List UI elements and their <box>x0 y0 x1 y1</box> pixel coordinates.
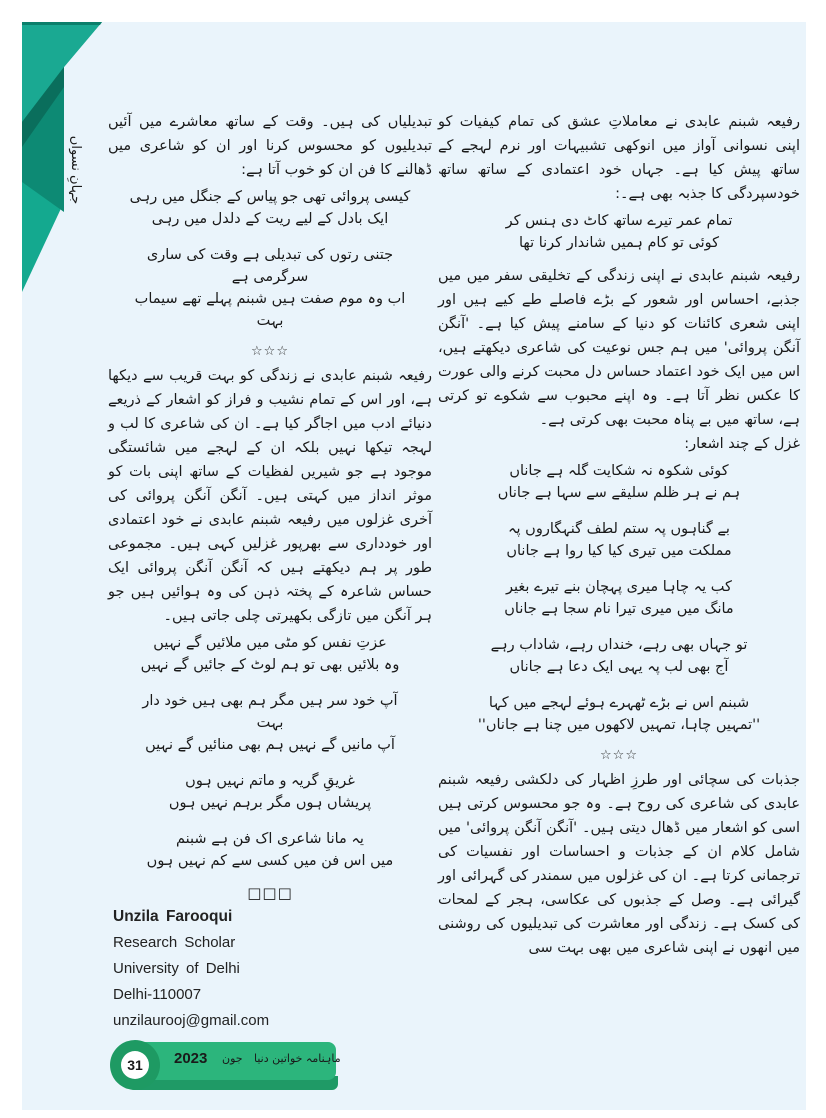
ghazal-couplet <box>128 632 412 676</box>
verse-line: پریشاں ہوں مگر برہم نہیں ہوں <box>168 795 372 811</box>
section-divider-stars: ☆☆☆ <box>251 344 289 359</box>
verse-line: کیسی پروائی تھی جو پیاس کے جنگل میں رہی <box>129 189 411 205</box>
left-paragraph-1: تبدیلیاں کی ہیں۔ وقت کے ساتھ معاشرے میں آئیں تبدیلیوں کو محسوس کرنا اور ان کو شاعری میں ڈھالنے کا فن ان کو خوب آتا ہے: <box>108 114 432 178</box>
verse-line: تمام عمر تیرے ساتھ کاٹ دی ہنس کر <box>505 213 733 229</box>
ghazal-couplet <box>458 518 780 562</box>
verse-line: کوئی تو کام ہمیں شاندار کرنا تھا <box>518 235 720 251</box>
verse-line: شبنم اس نے بڑے ٹھہرے ہوئے لہجے میں کہا <box>488 695 750 711</box>
columns <box>22 22 806 1110</box>
author-institution: University of Delhi <box>113 960 240 977</box>
page-number: 31 <box>121 1051 149 1079</box>
issue-year: 2023 <box>174 1050 208 1067</box>
verse-line: مملکت میں تیری کیا کیا روا ہے جاناں <box>506 543 732 559</box>
verse-line: عزتِ نفس کو مٹی میں ملائیں گے نہیں <box>153 635 387 651</box>
left-verse-1 <box>128 186 412 230</box>
left-verse-2 <box>128 244 412 332</box>
verse-line: تو جہاں بھی رہے، خنداں رہے، شاداب رہے <box>490 637 748 653</box>
verse-line: میں اس فن میں کسی سے کم نہیں ہوں <box>146 853 394 869</box>
verse-line: آپ خود سر ہیں مگر ہم بھی ہیں خود دار بہت <box>142 693 398 731</box>
right-verse-1 <box>458 210 780 254</box>
section-divider-stars: ☆☆☆ <box>600 748 638 763</box>
verse-line: غریقِ گریہ و ماتم نہیں ہوں <box>185 773 355 789</box>
verse-line: جتنی رتوں کی تبدیلی ہے وقت کی ساری سرگرمی ہے <box>146 247 394 285</box>
right-column <box>438 110 800 1092</box>
right-paragraph-2: رفیعہ شبنم عابدی نے اپنی زندگی کے تخلیقی سفر میں میں جذبے، احساس اور شعور کے بڑے فاصلے طے کیے ہیں اور اپنی شعری کائنات کو دنیا کے سامنے پیش کیا ہے۔ 'آنگن آنگن پروائی' میں ہم جس نوعیت کی شاعری دیکھتے ہیں، اس میں ایک خود اعتماد حساس دل محبت کرنے والی عورت کا عکس نظر آتا ہے۔ وہ اپنے محبوب سے شکوے تو کرتی ہے، ساتھ میں بے پناہ محبت بھی کرتی ہے۔ <box>438 268 800 428</box>
verse-line: اب وہ موم صفت ہیں شبنم پہلے تھے سیماب بہت <box>134 291 406 329</box>
verse-line: مانگ میں میری تیرا نام سجا ہے جاناں <box>504 601 734 617</box>
magazine-name: ماہنامہ خواتین دنیا <box>254 1052 341 1065</box>
ghazal-couplet <box>458 692 780 736</box>
author-email[interactable]: unzilaurooj@gmail.com <box>113 1012 270 1029</box>
left-paragraph-2: رفیعہ شبنم عابدی نے زندگی کو بہت قریب سے دیکھا ہے، اور اس کے تمام نشیب و فراز کو اشعار کے ذریعے دنیائے ادب میں اجاگر کیا ہے۔ ان کی شاعری کا لب و لہجہ تیکھا نہیں بلکہ ان کے لہجے میں شائستگی موجود ہے جو شیریں لفظیات کے ساتھ اپنی بات کو موثر انداز میں کہتی ہیں۔ آنگن آنگن پروائی کی آخری غزلوں میں رفیعہ شبنم عابدی نے خود اعتمادی اور خودداری سے بھرپور غزلیں کہی ہیں۔ مجموعی طور پر ہم دیکھتے ہیں کہ آنگن آنگن پروائی ایک حساس شاعرہ کے پختہ ذہن کی وہ ہوائیں ہیں جو ہر آنگن میں تازگی بکھیرتی چلی جاتی ہیں۔ <box>108 368 432 624</box>
right-paragraph-3: جذبات کی سچائی اور طرزِ اظہار کی دلکشی رفیعہ شبنم عابدی کی شاعری کی روح ہے۔ وہ جو محسوس کرتی ہیں اسی کو اشعار میں ڈھال دیتی ہیں۔ 'آنگن آنگن پروائی' میں شامل کلام ان کے جذبات و احساسات اور نفسیات کی ترجمانی کرتا ہے۔ ان کی غزلوں میں سمندر کی گہرائی اور گیرائی ہے۔ وصل کے جذبوں کی عکاسی، ہجر کے لمحات کی کسک ہے۔ زندگی اور معاشرت کی تبدیلیوں کی روشنی میں انھوں نے اپنی شاعری میں بھی بہت سی <box>438 772 800 956</box>
ghazal-couplet <box>458 634 780 678</box>
verse-line: کب یہ چاہا میری پہچان بنے تیرے بغیر <box>506 579 732 595</box>
author-address: Delhi-110007 <box>113 986 202 1003</box>
author-name: Unzila Farooqui <box>113 908 233 925</box>
page-number-badge <box>110 1040 160 1090</box>
left-column <box>108 110 432 1092</box>
verse-line: آپ مانیں گے نہیں ہم بھی منائیں گے نہیں <box>145 737 395 753</box>
verse-line: کوئی شکوہ نہ شکایت گلہ ہے جاناں <box>509 463 729 479</box>
verse-line: بے گناہوں پہ ستم لطف گنہگاروں پہ <box>508 521 730 537</box>
page-footer <box>108 1040 340 1092</box>
ghazal-couplet <box>128 828 412 872</box>
verse-line: یہ مانا شاعری اک فن ہے شبنم <box>176 831 364 847</box>
end-mark: □□□ <box>247 884 293 902</box>
right-paragraph-1: رفیعہ شبنم عابدی نے معاملاتِ عشق کی تمام کیفیات کو اپنی نسوانی آواز میں انوکھی تشبیہات اور نرم لہجے کے ساتھ پیش کیا ہے۔ جہاں خود اعتمادی کے ساتھ ساتھ خودسپردگی کا جذبہ بھی ہے۔: <box>438 114 800 202</box>
verse-line: ایک بادل کے لیے ریت کے دلدل میں رہی <box>151 211 389 227</box>
page-background <box>22 22 806 1110</box>
ghazal-couplet <box>458 576 780 620</box>
ghazal-couplet <box>128 770 412 814</box>
verse-line: ہم نے ہر ظلم سلیقے سے سہا ہے جاناں <box>497 485 741 501</box>
verse-line: آج بھی لب پہ یہی ایک دعا ہے جاناں <box>509 659 729 675</box>
author-title: Research Scholar <box>113 934 236 951</box>
verse-line: وہ بلائیں بھی تو ہم لوٹ کے جائیں گے نہیں <box>140 657 400 673</box>
verse-line: ''تمہیں چاہا، تمہیں لاکھوں میں چنا ہے جاناں'' <box>477 717 761 733</box>
ghazal-couplet <box>458 460 780 504</box>
section-label: جہانِ نسواں <box>68 135 84 205</box>
issue-month: جون <box>222 1052 243 1065</box>
ghazal-heading: غزل کے چند اشعار: <box>684 436 800 452</box>
ghazal-couplet <box>128 690 412 756</box>
